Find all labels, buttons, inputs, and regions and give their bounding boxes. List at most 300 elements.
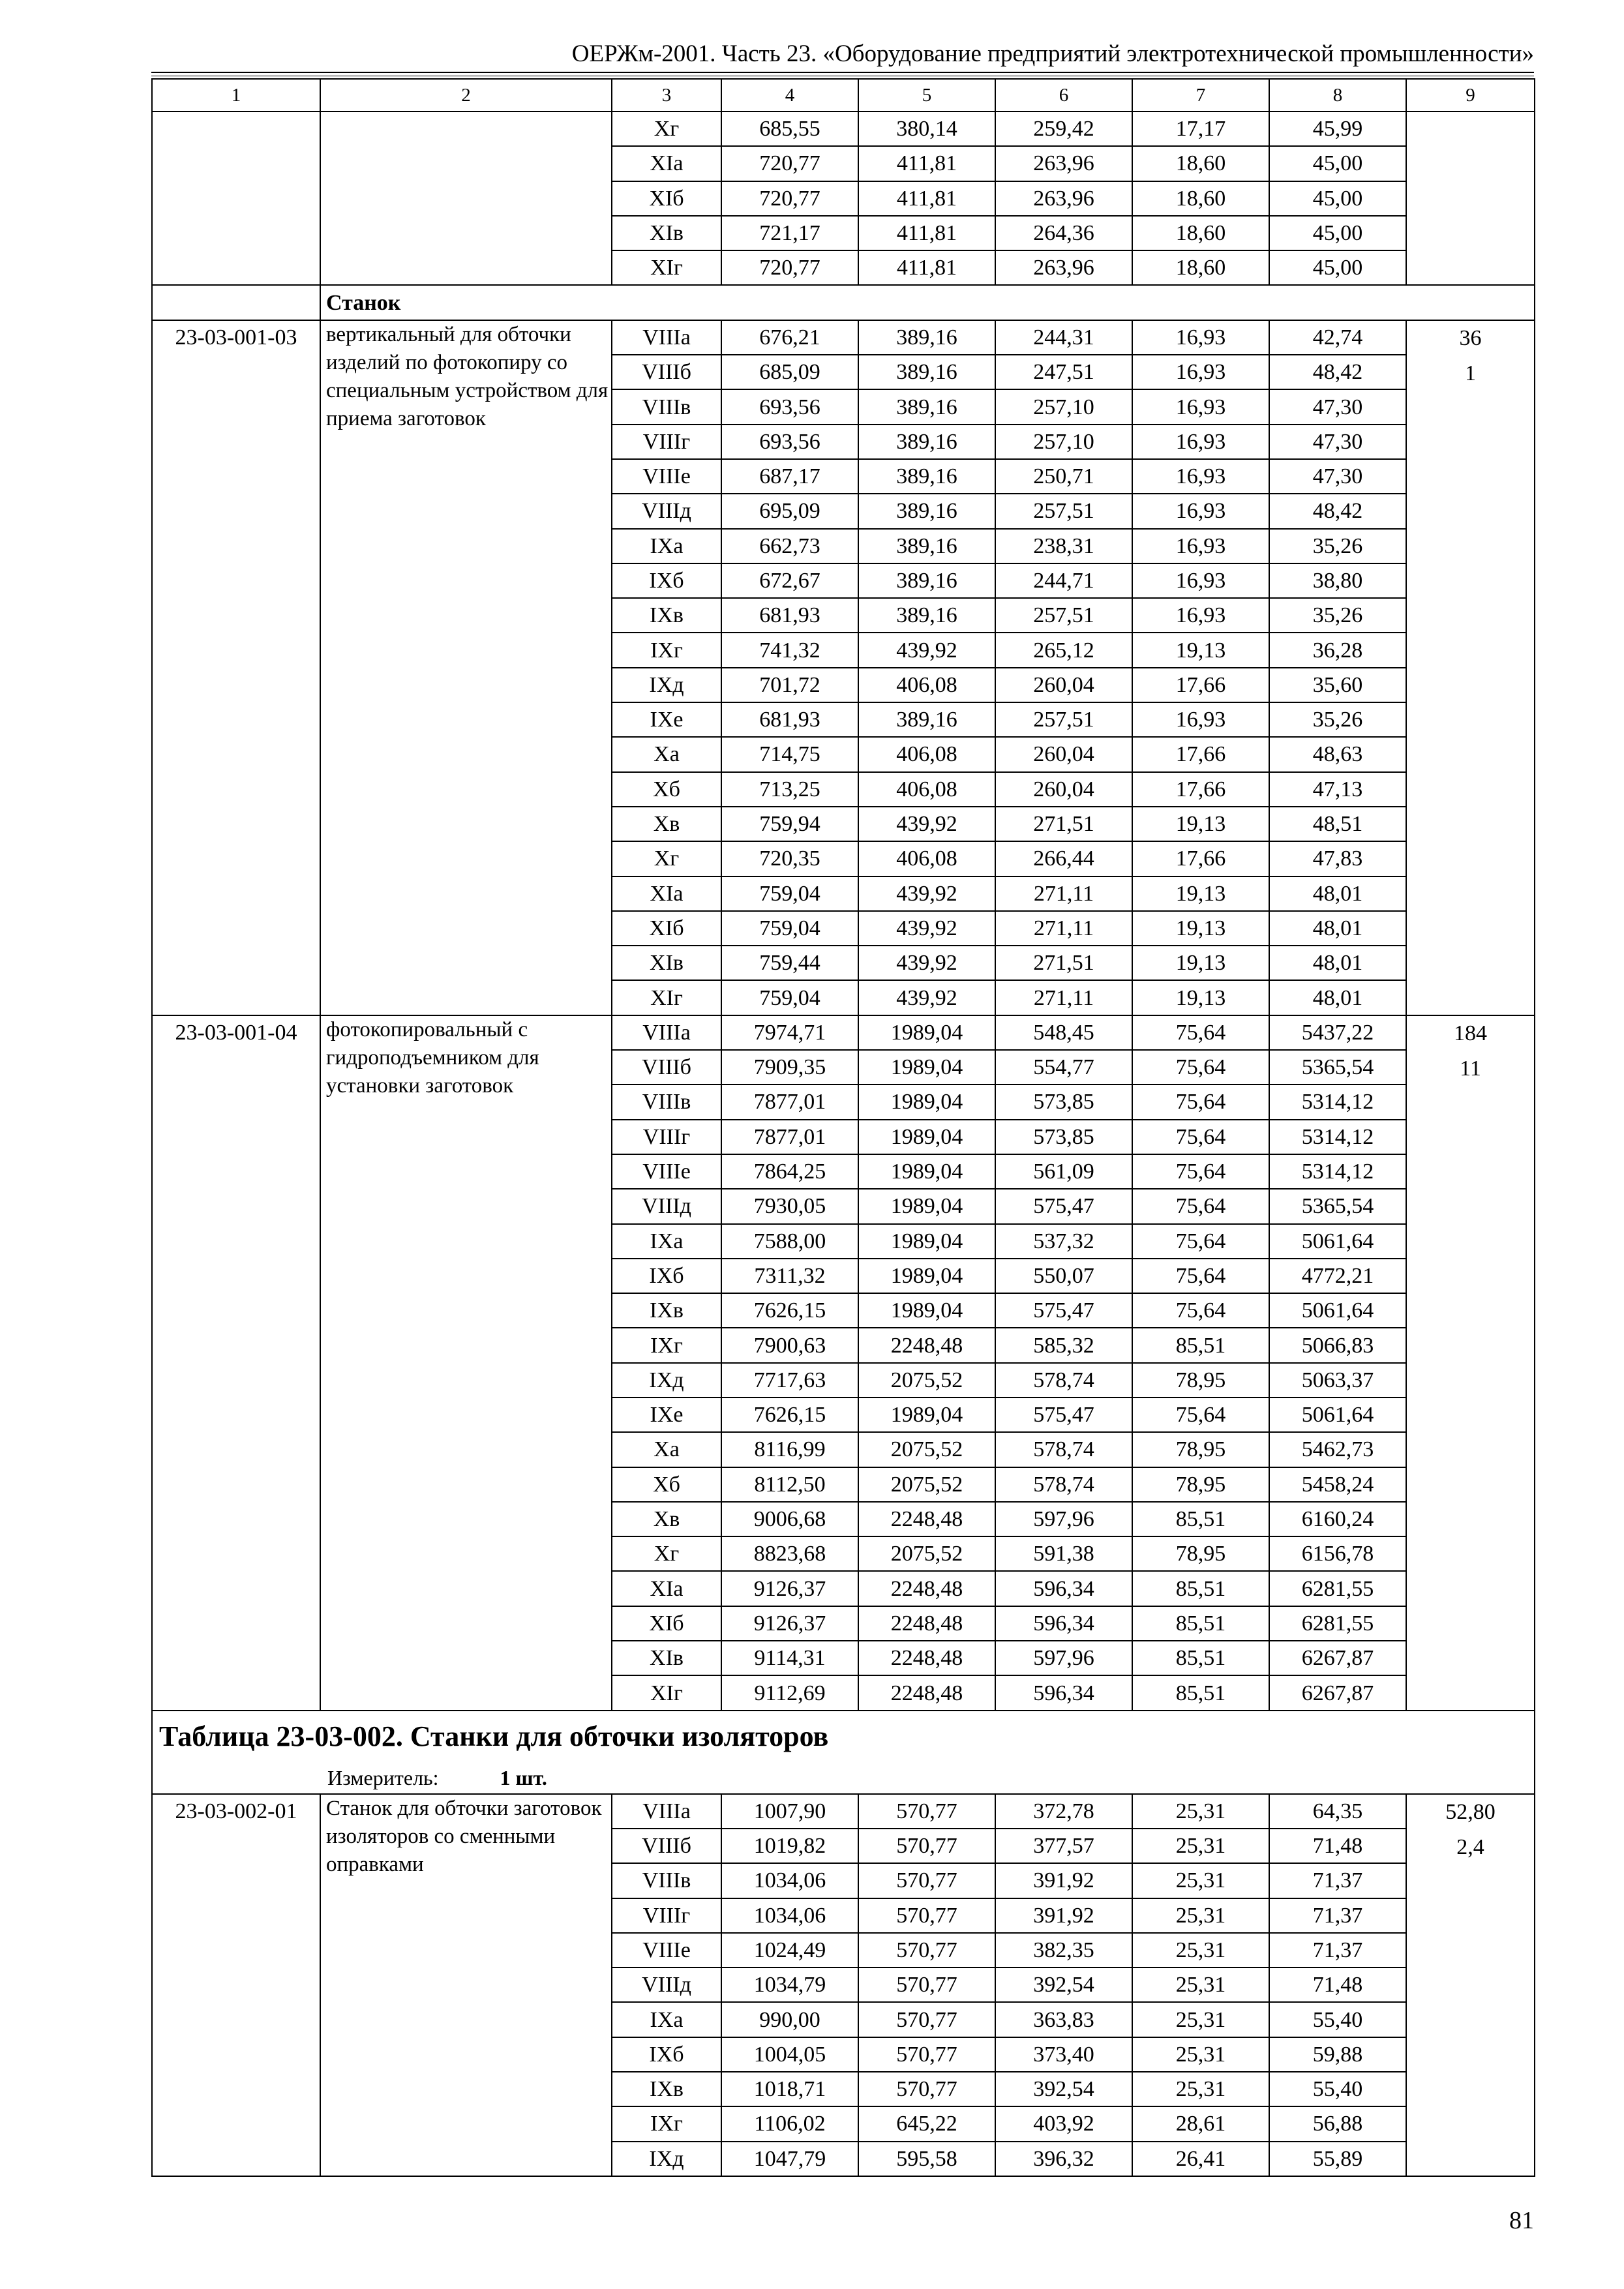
value-cell: 263,96 [995,181,1132,216]
value-cell: 439,92 [858,911,995,946]
value-cell: 35,26 [1269,529,1406,563]
value-cell: 25,31 [1132,1829,1269,1863]
column-number: 2 [320,79,612,112]
table-row [152,112,1535,146]
value-cell: 380,14 [858,112,995,146]
value-cell: 1989,04 [858,1259,995,1293]
value-cell: 439,92 [858,980,995,1015]
value-cell: 7974,71 [721,1015,858,1050]
value-cell: 596,34 [995,1675,1132,1710]
value-cell: 662,73 [721,529,858,563]
value-cell: 6160,24 [1269,1502,1406,1536]
value-cell: 7311,32 [721,1259,858,1293]
zone-cell: Xб [612,772,721,807]
weight-cell [1406,320,1535,1015]
value-cell: 19,13 [1132,911,1269,946]
value-cell: 25,31 [1132,1898,1269,1933]
zone-cell: VIIIд [612,1967,721,2002]
value-cell: 16,93 [1132,598,1269,633]
zone-cell: XIв [612,216,721,250]
value-cell: 7717,63 [721,1363,858,1398]
value-cell: 391,92 [995,1863,1132,1898]
value-cell: 45,00 [1269,250,1406,285]
value-cell: 392,54 [995,1967,1132,2002]
value-cell: 685,55 [721,112,858,146]
zone-cell: XIa [612,146,721,181]
zone-cell: VIIIe [612,1154,721,1189]
value-cell: 71,48 [1269,1829,1406,1863]
value-cell: 47,30 [1269,389,1406,424]
value-cell: 78,95 [1132,1363,1269,1398]
value-cell: 695,09 [721,494,858,528]
value-cell: 597,96 [995,1502,1132,1536]
zone-cell: Хг [612,112,721,146]
value-cell: 4772,21 [1269,1259,1406,1293]
value-cell: 7900,63 [721,1328,858,1362]
value-cell: 720,77 [721,181,858,216]
value-cell: 561,09 [995,1154,1132,1189]
value-cell: 25,31 [1132,2037,1269,2072]
value-cell: 266,44 [995,841,1132,876]
section-code-cell [152,285,320,320]
value-cell: 5066,83 [1269,1328,1406,1362]
weight-value: 1 [1465,361,1476,385]
value-cell: 411,81 [858,146,995,181]
value-cell: 439,92 [858,807,995,841]
value-cell: 25,31 [1132,2072,1269,2106]
value-cell: 570,77 [858,1794,995,1829]
value-cell: 265,12 [995,633,1132,667]
value-cell: 389,16 [858,702,995,737]
resource-code: 23-03-001-04 [152,1015,320,1711]
value-cell: 1989,04 [858,1224,995,1259]
zone-cell: IXa [612,2002,721,2037]
value-cell: 5314,12 [1269,1154,1406,1189]
value-cell: 78,95 [1132,1432,1269,1467]
value-cell: 257,51 [995,494,1132,528]
value-cell: 7626,15 [721,1398,858,1432]
zone-cell: IXг [612,1328,721,1362]
value-cell: 2075,52 [858,1536,995,1571]
value-cell: 85,51 [1132,1502,1269,1536]
value-cell: 75,64 [1132,1050,1269,1085]
value-cell: 720,35 [721,841,858,876]
zone-cell: VIIIa [612,320,721,355]
value-cell: 573,85 [995,1120,1132,1154]
zone-cell: VIIIг [612,425,721,459]
value-cell: 263,96 [995,146,1132,181]
value-cell: 7626,15 [721,1293,858,1328]
value-cell: 596,34 [995,1571,1132,1606]
value-cell: 1007,90 [721,1794,858,1829]
value-cell: 260,04 [995,772,1132,807]
zone-cell: Xa [612,737,721,771]
value-cell: 8823,68 [721,1536,858,1571]
value-cell: 1034,79 [721,1967,858,2002]
value-cell: 244,71 [995,563,1132,598]
value-cell: 35,26 [1269,702,1406,737]
value-cell: 18,60 [1132,181,1269,216]
weight-value: 52,80 [1445,1799,1496,1824]
value-cell: 759,04 [721,876,858,911]
value-cell: 548,45 [995,1015,1132,1050]
value-cell: 672,67 [721,563,858,598]
value-cell: 6267,87 [1269,1675,1406,1710]
measure-label: Измеритель: [327,1765,439,1789]
value-cell: 578,74 [995,1467,1132,1502]
zone-cell: VIIIe [612,1933,721,1967]
zone-cell: Xб [612,1467,721,1502]
zone-cell: IXe [612,1398,721,1432]
value-cell: 570,77 [858,2037,995,2072]
column-number: 3 [612,79,721,112]
value-cell: 16,93 [1132,563,1269,598]
value-cell: 578,74 [995,1363,1132,1398]
value-cell: 389,16 [858,494,995,528]
value-cell: 596,34 [995,1606,1132,1641]
value-cell: 701,72 [721,668,858,702]
value-cell: 75,64 [1132,1120,1269,1154]
column-number: 6 [995,79,1132,112]
value-cell: 720,77 [721,146,858,181]
column-number: 9 [1406,79,1535,112]
value-cell: 244,31 [995,320,1132,355]
value-cell: 570,77 [858,2072,995,2106]
value-cell: 681,93 [721,598,858,633]
value-cell: 271,51 [995,946,1132,980]
zone-cell: IXe [612,702,721,737]
zone-cell: VIIIв [612,389,721,424]
value-cell: 271,11 [995,980,1132,1015]
rates-table [151,78,1535,2177]
value-cell: 411,81 [858,216,995,250]
zone-cell: XIв [612,1641,721,1675]
value-cell: 17,66 [1132,737,1269,771]
value-cell: 25,31 [1132,2002,1269,2037]
section-row [152,285,1535,320]
value-cell: 260,04 [995,737,1132,771]
value-cell: 591,38 [995,1536,1132,1571]
value-cell: 271,51 [995,807,1132,841]
zone-cell: VIIIг [612,1120,721,1154]
zone-cell: VIIIa [612,1015,721,1050]
zone-cell: XIa [612,876,721,911]
value-cell: 75,64 [1132,1224,1269,1259]
value-cell: 2248,48 [858,1502,995,1536]
zone-cell: IXг [612,633,721,667]
value-cell: 59,88 [1269,2037,1406,2072]
measure-value: 1 шт. [500,1765,547,1789]
value-cell: 271,11 [995,876,1132,911]
value-cell: 17,66 [1132,772,1269,807]
value-cell: 570,77 [858,1863,995,1898]
value-cell: 85,51 [1132,1606,1269,1641]
value-cell: 1989,04 [858,1154,995,1189]
table-row [152,1794,1535,1829]
value-cell: 363,83 [995,2002,1132,2037]
value-cell: 48,51 [1269,807,1406,841]
value-cell: 5365,54 [1269,1050,1406,1085]
value-cell: 9126,37 [721,1571,858,1606]
value-cell: 85,51 [1132,1641,1269,1675]
value-cell: 389,16 [858,459,995,494]
value-cell: 2075,52 [858,1363,995,1398]
value-cell: 271,11 [995,911,1132,946]
value-cell: 28,61 [1132,2106,1269,2141]
value-cell: 19,13 [1132,946,1269,980]
value-cell: 5314,12 [1269,1120,1406,1154]
value-cell: 570,77 [858,1933,995,1967]
value-cell: 75,64 [1132,1189,1269,1223]
zone-cell: VIIIб [612,1829,721,1863]
zone-cell: IXв [612,1293,721,1328]
value-cell: 713,25 [721,772,858,807]
value-cell: 238,31 [995,529,1132,563]
value-cell: 7909,35 [721,1050,858,1085]
value-cell: 573,85 [995,1085,1132,1119]
zone-cell: XIг [612,250,721,285]
zone-cell: IXa [612,529,721,563]
value-cell: 263,96 [995,250,1132,285]
value-cell: 681,93 [721,702,858,737]
zone-cell: VIIIe [612,459,721,494]
value-cell: 78,95 [1132,1467,1269,1502]
zone-cell: IXб [612,563,721,598]
column-number: 1 [152,79,320,112]
value-cell: 439,92 [858,946,995,980]
table-row [152,1015,1535,1050]
value-cell: 714,75 [721,737,858,771]
value-cell: 570,77 [858,2002,995,2037]
page-header-title: ОЕРЖм-2001. Часть 23. «Оборудование предприятий электротехнической промышленности» [571,40,1534,67]
value-cell: 75,64 [1132,1398,1269,1432]
value-cell: 19,13 [1132,980,1269,1015]
value-cell: 6156,78 [1269,1536,1406,1571]
value-cell: 9006,68 [721,1502,858,1536]
value-cell: 578,74 [995,1432,1132,1467]
value-cell: 2248,48 [858,1641,995,1675]
value-cell: 9114,31 [721,1641,858,1675]
value-cell: 25,31 [1132,1967,1269,2002]
value-cell: 720,77 [721,250,858,285]
value-cell: 759,04 [721,980,858,1015]
value-cell: 2248,48 [858,1328,995,1362]
value-cell: 1989,04 [858,1398,995,1432]
value-cell: 45,99 [1269,112,1406,146]
value-cell: 75,64 [1132,1085,1269,1119]
value-cell: 396,32 [995,2142,1132,2176]
value-cell: 693,56 [721,425,858,459]
weight-value: 11 [1460,1056,1481,1081]
value-cell: 570,77 [858,1898,995,1933]
value-cell: 389,16 [858,529,995,563]
value-cell: 5063,37 [1269,1363,1406,1398]
value-cell: 19,13 [1132,807,1269,841]
value-cell: 25,31 [1132,1863,1269,1898]
zone-cell: VIIIг [612,1898,721,1933]
value-cell: 1989,04 [858,1085,995,1119]
value-cell: 439,92 [858,876,995,911]
measure-cell [152,1762,1535,1794]
value-cell: 575,47 [995,1398,1132,1432]
value-cell: 250,71 [995,459,1132,494]
value-cell: 391,92 [995,1898,1132,1933]
value-cell: 2075,52 [858,1432,995,1467]
value-cell: 759,44 [721,946,858,980]
value-cell: 48,42 [1269,355,1406,389]
value-cell: 48,01 [1269,876,1406,911]
value-cell: 7588,00 [721,1224,858,1259]
value-cell: 389,16 [858,355,995,389]
column-number-row [152,79,1535,112]
value-cell: 257,10 [995,425,1132,459]
zone-cell: Xг [612,1536,721,1571]
column-number: 8 [1269,79,1406,112]
value-cell: 411,81 [858,250,995,285]
zone-cell: IXд [612,1363,721,1398]
zone-cell: VIIIв [612,1863,721,1898]
value-cell: 1989,04 [858,1293,995,1328]
weight-cell [1406,1015,1535,1711]
page-number: 81 [1509,2207,1534,2234]
value-cell: 264,36 [995,216,1132,250]
value-cell: 247,51 [995,355,1132,389]
value-cell: 372,78 [995,1794,1132,1829]
value-cell: 18,60 [1132,216,1269,250]
resource-name: фотокопировальный с гидроподъемником для установки заготовок [320,1015,612,1711]
zone-cell: VIIIв [612,1085,721,1119]
zone-cell: IXд [612,2142,721,2176]
value-cell: 2075,52 [858,1467,995,1502]
resource-code [152,112,320,285]
value-cell: 5462,73 [1269,1432,1406,1467]
value-cell: 47,30 [1269,459,1406,494]
value-cell: 1989,04 [858,1015,995,1050]
value-cell: 411,81 [858,181,995,216]
value-cell: 16,93 [1132,529,1269,563]
value-cell: 373,40 [995,2037,1132,2072]
value-cell: 1004,05 [721,2037,858,2072]
value-cell: 18,60 [1132,146,1269,181]
value-cell: 1106,02 [721,2106,858,2141]
zone-cell: XIa [612,1571,721,1606]
value-cell: 16,93 [1132,702,1269,737]
value-cell: 257,10 [995,389,1132,424]
weight-cell [1406,1794,1535,2176]
resource-name [320,112,612,285]
value-cell: 5061,64 [1269,1293,1406,1328]
zone-cell: XIг [612,1675,721,1710]
value-cell: 595,58 [858,2142,995,2176]
value-cell: 48,01 [1269,980,1406,1015]
value-cell: 6267,87 [1269,1641,1406,1675]
value-cell: 48,01 [1269,946,1406,980]
zone-cell: IXa [612,1224,721,1259]
value-cell: 7877,01 [721,1085,858,1119]
value-cell: 71,37 [1269,1863,1406,1898]
value-cell: 554,77 [995,1050,1132,1085]
value-cell: 439,92 [858,633,995,667]
value-cell: 570,77 [858,1829,995,1863]
value-cell: 8112,50 [721,1467,858,1502]
value-cell: 71,37 [1269,1898,1406,1933]
zone-cell: XIг [612,980,721,1015]
weight-cell [1406,112,1535,285]
value-cell: 389,16 [858,598,995,633]
value-cell: 1989,04 [858,1050,995,1085]
value-cell: 71,48 [1269,1967,1406,2002]
zone-cell: VIIIд [612,494,721,528]
section-heading: Станок [320,285,1535,320]
resource-name: вертикальный для обточки изделий по фотокопиру со специальным устройством для приема заготовок [320,320,612,1015]
value-cell: 990,00 [721,2002,858,2037]
value-cell: 47,13 [1269,772,1406,807]
value-cell: 260,04 [995,668,1132,702]
zone-cell: IXв [612,598,721,633]
zone-cell: IXг [612,2106,721,2141]
value-cell: 48,63 [1269,737,1406,771]
value-cell: 47,83 [1269,841,1406,876]
value-cell: 759,94 [721,807,858,841]
value-cell: 48,42 [1269,494,1406,528]
rates-table-body [152,79,1535,2176]
value-cell: 257,51 [995,702,1132,737]
value-cell: 9126,37 [721,1606,858,1641]
value-cell: 78,95 [1132,1536,1269,1571]
value-cell: 5437,22 [1269,1015,1406,1050]
value-cell: 64,35 [1269,1794,1406,1829]
value-cell: 16,93 [1132,425,1269,459]
zone-cell: XIв [612,946,721,980]
value-cell: 550,07 [995,1259,1132,1293]
value-cell: 5314,12 [1269,1085,1406,1119]
value-cell: 7930,05 [721,1189,858,1223]
value-cell: 257,51 [995,598,1132,633]
column-number: 7 [1132,79,1269,112]
value-cell: 17,17 [1132,112,1269,146]
value-cell: 75,64 [1132,1259,1269,1293]
zone-cell: IXд [612,668,721,702]
value-cell: 1989,04 [858,1120,995,1154]
value-cell: 2248,48 [858,1571,995,1606]
value-cell: 721,17 [721,216,858,250]
value-cell: 85,51 [1132,1571,1269,1606]
value-cell: 406,08 [858,737,995,771]
value-cell: 48,01 [1269,911,1406,946]
value-cell: 570,77 [858,1967,995,2002]
table-row [152,320,1535,355]
value-cell: 1024,49 [721,1933,858,1967]
value-cell: 9112,69 [721,1675,858,1710]
value-cell: 55,40 [1269,2072,1406,2106]
value-cell: 8116,99 [721,1432,858,1467]
value-cell: 259,42 [995,112,1132,146]
value-cell: 389,16 [858,425,995,459]
zone-cell: Xв [612,807,721,841]
column-number: 4 [721,79,858,112]
value-cell: 741,32 [721,633,858,667]
value-cell: 42,74 [1269,320,1406,355]
value-cell: 47,30 [1269,425,1406,459]
value-cell: 5365,54 [1269,1189,1406,1223]
value-cell: 55,40 [1269,2002,1406,2037]
value-cell: 56,88 [1269,2106,1406,2141]
value-cell: 1047,79 [721,2142,858,2176]
value-cell: 6281,55 [1269,1606,1406,1641]
value-cell: 18,60 [1132,250,1269,285]
weight-value: 2,4 [1456,1834,1484,1859]
value-cell: 5061,64 [1269,1398,1406,1432]
